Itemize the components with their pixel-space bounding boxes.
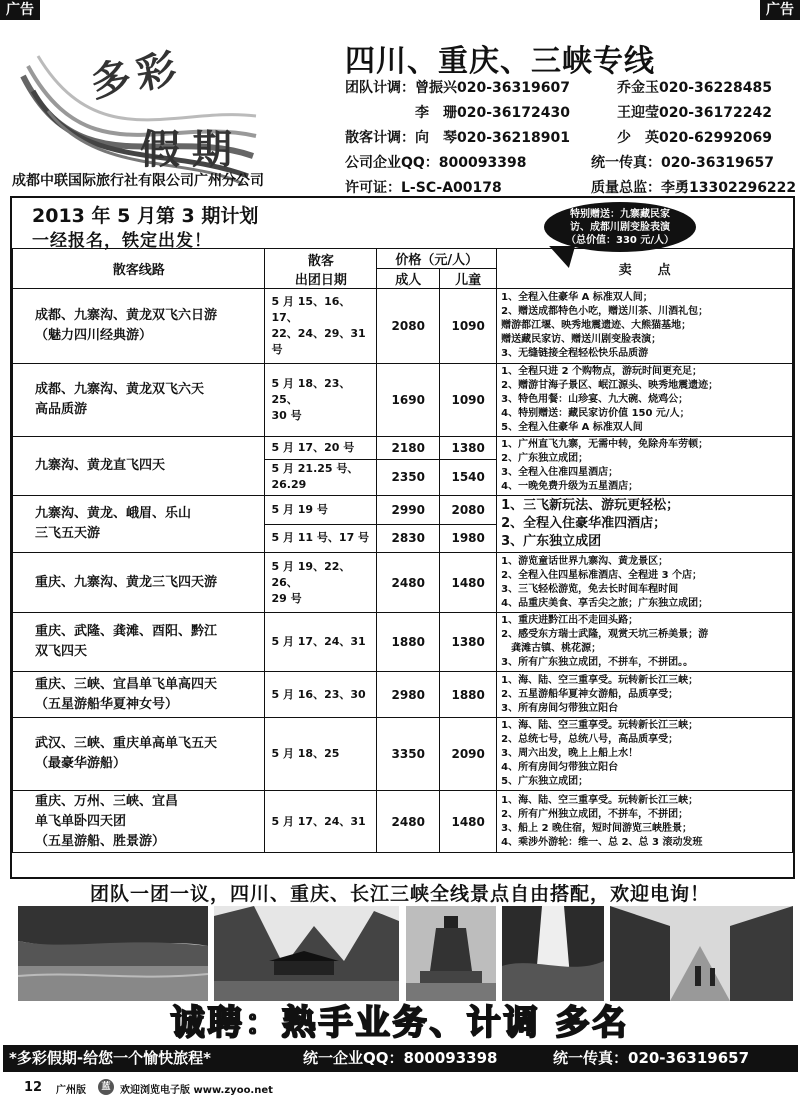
contact-left: 散客计调：向 琴020-36218901 (345, 130, 570, 146)
adult-price: 3350 (377, 718, 440, 791)
contact-row (345, 101, 795, 126)
route-row (13, 718, 793, 791)
adult-price: 1690 (377, 364, 440, 437)
feature-line: 2、广东独立成团； (501, 453, 589, 464)
company-name: 成都中联国际旅行社有限公司广州分公司 (12, 173, 264, 189)
child-price: 2090 (440, 718, 497, 791)
header-date (265, 249, 377, 289)
route-features (497, 289, 793, 364)
departure-dates (265, 613, 377, 672)
feature-line: 赠游都江堰、映秀地震遗迹、大熊猫基地； (501, 320, 692, 331)
header-date-bottom: 出团日期 (294, 272, 347, 288)
child-price: 1980 (440, 524, 497, 553)
photo-old-street (610, 906, 793, 1001)
route-row (13, 289, 793, 364)
route-name-line: （魅力四川经典游） (35, 328, 153, 343)
date-line: 26.29 (271, 478, 307, 492)
header-child: 儿童 (440, 269, 497, 289)
route-name-line: 重庆、三峡、宜昌单飞单高四天 (35, 676, 218, 692)
route-features (497, 496, 793, 553)
route-name-line: 成都、九寨沟、黄龙双飞六日游 (35, 308, 218, 323)
route-name-line: （五星游船华夏神女号） (35, 696, 179, 712)
date-line: 29 号 (271, 591, 302, 605)
license-number: 许可证：L-SC-A00178 (345, 180, 502, 196)
route-row (13, 496, 793, 525)
logo-text-top: 多彩 (87, 44, 186, 107)
departure-dates (265, 791, 377, 853)
feature-line: 3、三飞轻松游览，免去长时间车程时间 (501, 583, 679, 595)
photo-waterfall (502, 906, 604, 1001)
routes-body (13, 289, 793, 853)
child-price: 1880 (440, 672, 497, 718)
contact-left: 李 珊020-36172430 (345, 105, 570, 121)
photo-strip (18, 906, 793, 1001)
route-features (497, 672, 793, 718)
route-row (13, 364, 793, 437)
date-line: 5 月 17、24、31 (271, 814, 366, 828)
route-features (497, 718, 793, 791)
plan-box (10, 196, 795, 879)
route-name-line: 双飞四天 (35, 644, 88, 659)
child-price: 1380 (440, 437, 497, 460)
route-row (13, 553, 793, 613)
header-route: 散客线路 (13, 249, 265, 289)
route-name (13, 437, 265, 496)
feature-line: 1、重庆进黔江出不走回头路； (501, 615, 639, 626)
departure-dates (265, 364, 377, 437)
adult-price: 1880 (377, 613, 440, 672)
feature-line: 4、所有房间匀带独立阳台 (501, 762, 619, 773)
feature-line: 2、赠送成都特色小吃，赠送川茶、川酒礼包； (501, 306, 709, 317)
logo (18, 36, 258, 186)
feature-line: 4、品重庆美食、享舌尖之旅；广东独立成团； (501, 597, 709, 609)
route-name-line: 重庆、武隆、龚滩、酉阳、黔江 (35, 624, 218, 639)
date-line: 号 (271, 343, 283, 356)
feature-line: 2、总统七号，总统八号，高品质享受； (501, 734, 679, 745)
photo-statue (406, 906, 496, 1001)
feature-line: 1、海、陆、空三重享受。玩转新长江三峡； (501, 674, 699, 686)
routes-table (12, 248, 793, 853)
contact-list (345, 76, 795, 201)
feature-line: 2、全程入住豪华准四酒店； (501, 516, 667, 531)
route-name-line: 重庆、九寨沟、黄龙三飞四天游 (35, 574, 218, 590)
contact-right: 少 英020-62992069 (617, 130, 772, 146)
route-name (13, 496, 265, 553)
route-name (13, 289, 265, 364)
route-features (497, 364, 793, 437)
departure-dates (265, 524, 377, 553)
photo-lake (18, 906, 208, 1001)
route-features (497, 553, 793, 613)
departure-dates (265, 459, 377, 495)
header-date-top: 散客 (307, 253, 334, 269)
route-name (13, 791, 265, 853)
contact-row (345, 126, 795, 151)
feature-line: 3、特色用餐：山珍宴、九大碗、烧鸡公； (501, 394, 689, 405)
route-row (13, 791, 793, 853)
child-price: 2080 (440, 496, 497, 525)
date-line: 5 月 17、20 号 (271, 440, 355, 454)
route-name-line: 单飞单卧四天团 (35, 813, 127, 829)
child-price: 1480 (440, 553, 497, 613)
footer (0, 1076, 800, 1100)
departure-dates (265, 496, 377, 525)
feature-line: 1、广州直飞九寨，无需中转，免除舟车劳顿； (501, 439, 709, 450)
route-name-line: （最豪华游船） (35, 756, 127, 771)
date-line: 5 月 11 号、17 号 (271, 531, 370, 545)
contact-right: 王迎莹020-36172242 (617, 105, 772, 121)
feature-line: 1、全程入住豪华 A 标准双人间； (501, 292, 653, 303)
adult-price: 2830 (377, 524, 440, 553)
route-name-line: 高品质游 (35, 402, 88, 417)
route-name-line: 成都、九寨沟、黄龙双飞六天 (35, 382, 205, 397)
edition-label: 广州版 (56, 1085, 86, 1096)
adult-price: 2350 (377, 459, 440, 495)
bottom-slogan: *多彩假期-给您一个愉快旅程* (9, 1049, 211, 1067)
slogan: 团队一团一议，四川、重庆、长江三峡全线景点自由搭配，欢迎电询！ (89, 883, 710, 905)
feature-line: 1、游览童话世界九寨沟、黄龙景区； (501, 555, 669, 567)
route-features (497, 613, 793, 672)
feature-line: 5、广东独立成团； (501, 776, 589, 787)
departure-dates (265, 437, 377, 460)
main-title: 四川、重庆、三峡专线 (345, 44, 655, 79)
date-line: 5 月 19、22、26、 (271, 559, 351, 589)
feature-line: 1、三飞新玩法、游玩更轻松； (501, 498, 680, 513)
unified-fax: 统一传真：020-36319657 (591, 155, 774, 171)
plan-title: 2013 年 5 月第 3 期计划 (32, 205, 259, 227)
bubble-line: 访、成都川剧变脸表演 (570, 222, 670, 233)
ad-tag-left: 广告 (0, 0, 40, 20)
route-name-line: 武汉、三峡、重庆单高单飞五天 (35, 736, 218, 751)
contact-row (345, 76, 795, 101)
plan-subtitle: 一经报名，铁定出发！ (32, 231, 212, 251)
feature-line: 3、广东独立成团 (501, 534, 602, 549)
header-adult: 成人 (377, 269, 440, 289)
route-name-line: 三飞五天游 (35, 526, 101, 541)
contact-right: 乔金玉020-36228485 (617, 80, 772, 96)
date-line: 5 月 15、16、17、 (271, 295, 351, 324)
header (0, 20, 800, 196)
header-price: 价格（元/人） (377, 249, 497, 269)
feature-line: 2、赠游甘海子景区、岷江源头、映秀地震遗迹； (501, 380, 719, 391)
adult-price: 2990 (377, 496, 440, 525)
photo-valley (214, 906, 399, 1001)
route-name (13, 553, 265, 613)
route-name-line: 九寨沟、黄龙直飞四天 (35, 458, 166, 473)
route-features (497, 791, 793, 853)
date-line: 22、24、29、31 (271, 327, 366, 340)
adult-price: 2480 (377, 553, 440, 613)
date-line: 5 月 18、23、25、 (271, 377, 351, 406)
date-line: 5 月 19 号 (271, 502, 328, 516)
adult-price: 2080 (377, 289, 440, 364)
feature-line: 2、五星游船华夏神女游船，品质享受； (501, 688, 679, 700)
route-name (13, 718, 265, 791)
date-line: 5 月 16、23、30 (271, 687, 366, 701)
feature-line: 5、全程入住豪华 A 标准双人间 (501, 422, 643, 433)
feature-line: 3、全程入住准四星酒店； (501, 467, 619, 478)
feature-line: 4、一晚免费升级为五星酒店； (501, 481, 639, 492)
date-line: 5 月 21.25 号、 (271, 462, 359, 476)
contact-row (345, 151, 795, 176)
route-row (13, 613, 793, 672)
date-line: 5 月 17、24、31 (271, 635, 366, 648)
feature-line: 赠送藏民家访、赠送川剧变脸表演； (501, 334, 662, 345)
route-name (13, 613, 265, 672)
date-line: 5 月 18、25 (271, 747, 340, 760)
departure-dates (265, 672, 377, 718)
bottom-qq: 统一企业QQ：800093398 (303, 1049, 498, 1067)
feature-line: 3、周六出发，晚上上船上水！ (501, 748, 639, 759)
child-price: 1480 (440, 791, 497, 853)
date-line: 30 号 (271, 409, 302, 422)
feature-line: 2、所有广州独立成团，不拼车，不拼团； (501, 808, 689, 820)
feature-line: 4、特别赠送：藏民家访价值 150 元/人； (501, 408, 690, 419)
child-price: 1090 (440, 364, 497, 437)
departure-dates (265, 553, 377, 613)
adult-price: 2480 (377, 791, 440, 853)
route-name-line: （五星游船、胜景游） (35, 833, 166, 849)
recruit-banner: 诚聘：熟手业务、计调 多名 (170, 1003, 630, 1043)
route-name-line: 重庆、万州、三峡、宜昌 (35, 793, 179, 809)
bottom-bar (3, 1045, 798, 1072)
feature-line: 1、海、陆、空三重享受。玩转新长江三峡； (501, 720, 699, 731)
child-price: 1380 (440, 613, 497, 672)
bubble-line: （总价值：330 元/人） (565, 235, 674, 246)
website-link[interactable]: 欢迎浏览电子版 www.zyoo.net (120, 1085, 273, 1096)
special-gift-bubble (544, 202, 696, 252)
child-price: 1540 (440, 459, 497, 495)
quality-director: 质量总监：李勇13302296222 (591, 180, 797, 196)
feature-line: 1、海、陆、空三重享受。玩转新长江三峡； (501, 794, 699, 806)
route-features (497, 437, 793, 496)
header-features: 卖 点 (497, 249, 793, 289)
route-name (13, 672, 265, 718)
adult-price: 2980 (377, 672, 440, 718)
page-number: 12 (24, 1080, 43, 1095)
feature-line: 4、乘涉外游轮：维一、总 2、总 3 滚动发班 (501, 836, 703, 848)
feature-line: 3、船上 2 晚住宿，短时间游览三峡胜景； (501, 822, 693, 834)
departure-dates (265, 718, 377, 791)
company-qq: 公司企业QQ：800093398 (345, 155, 527, 171)
bottom-fax: 统一传真：020-36319657 (553, 1049, 750, 1067)
feature-line: 3、无缝链接全程轻松快乐品质游 (501, 348, 649, 359)
contact-left: 团队计调：曾振兴020-36319607 (345, 80, 570, 96)
feature-line: 2、全程入住四星标准酒店、全程进 3 个店； (501, 569, 703, 581)
feature-line: 2、感受东方瑞士武隆，观赏天坑三桥美景；游 (501, 629, 709, 640)
feature-line: 3、所有广东独立成团，不拼车，不拼团。。 (501, 657, 694, 668)
route-name-line: 九寨沟、黄龙、峨眉、乐山 (35, 506, 192, 521)
feature-line: 龚滩古镇、桃花源； (501, 643, 602, 654)
logo-text-bottom: 假期 (140, 126, 244, 173)
edition-badge-icon: 蓝 (98, 1079, 114, 1095)
ad-tag-right: 广告 (760, 0, 800, 20)
departure-dates (265, 289, 377, 364)
route-name (13, 364, 265, 437)
child-price: 1090 (440, 289, 497, 364)
route-row (13, 672, 793, 718)
bubble-line: 特别赠送：九寨藏民家 (570, 209, 670, 220)
adult-price: 2180 (377, 437, 440, 460)
feature-line: 3、所有房间匀带独立阳台 (501, 702, 619, 714)
feature-line: 1、全程只进 2 个购物点，游玩时间更充足； (501, 366, 703, 377)
route-row (13, 437, 793, 460)
